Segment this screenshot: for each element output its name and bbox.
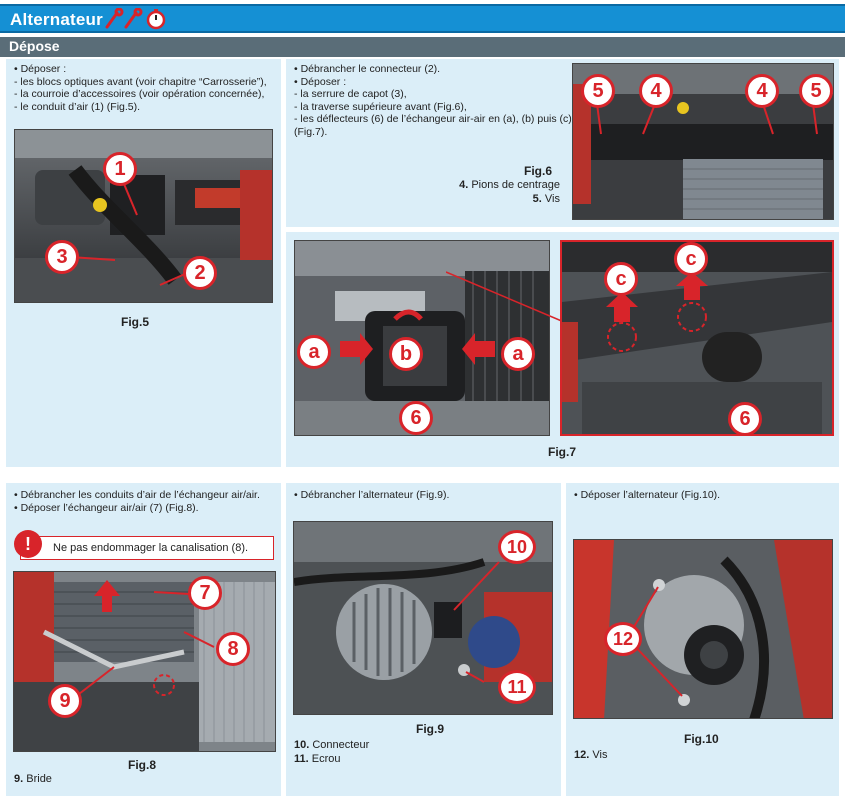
fig9-legend	[294, 738, 369, 766]
fig5-photo	[14, 129, 273, 303]
wrench-icon	[126, 9, 141, 27]
section-title: Dépose	[9, 38, 60, 54]
panel2-text	[294, 63, 572, 138]
panel-fig6	[286, 59, 839, 227]
fig9-label: Fig.9	[416, 722, 445, 736]
text-line: • Déposer :	[294, 75, 347, 88]
callout-c: c	[604, 262, 638, 296]
legend-num: 4.	[459, 179, 469, 191]
panel-fig7	[286, 232, 839, 467]
legend-num: 5.	[532, 193, 542, 205]
callout-5: 5	[581, 74, 615, 108]
callout-12: 12	[604, 622, 642, 656]
callout-6: 6	[399, 401, 433, 435]
panel1-text	[14, 63, 267, 113]
legend-text: Pions de centrage	[471, 179, 560, 191]
warning-box	[20, 536, 274, 560]
text-line: - les déflecteurs (6) de l’échangeur air-air en (a), (b) puis (c)	[294, 113, 572, 125]
legend-item	[452, 178, 560, 192]
callout-a: a	[501, 337, 535, 371]
stopwatch-icon	[148, 9, 164, 28]
text-line: • Déposer :	[14, 63, 67, 75]
panel-fig5	[6, 59, 281, 467]
fig10-photo	[573, 539, 833, 719]
legend-num: 12.	[574, 749, 590, 761]
panel6-text	[574, 489, 720, 502]
text-line: • Débrancher le connecteur (2).	[294, 63, 441, 75]
text-line: - la courroie d’accessoires (voir opération concernée),	[14, 88, 265, 100]
legend-text: Bride	[26, 773, 52, 785]
legend-text: Vis	[544, 193, 560, 205]
wrench-icon	[107, 9, 122, 27]
callout-1: 1	[103, 152, 137, 186]
fig7-label: Fig.7	[548, 445, 577, 459]
fig7-right-photo	[560, 240, 834, 436]
callout-10: 10	[498, 530, 536, 564]
fig6-photo	[572, 63, 834, 220]
warning-icon: !	[14, 530, 42, 558]
page-title: Alternateur	[10, 10, 103, 29]
fig5-label: Fig.5	[121, 315, 150, 329]
callout-4: 4	[745, 74, 779, 108]
warning-text: Ne pas endommager la canalisation (8).	[53, 542, 249, 554]
legend-text: Vis	[592, 749, 608, 761]
text-line: - le conduit d’air (1) (Fig.5).	[14, 100, 141, 113]
callout-6: 6	[728, 402, 762, 436]
legend-num: 11.	[294, 753, 309, 765]
legend-num: 9.	[14, 773, 24, 785]
text-line: - la serrure de capot (3),	[294, 88, 407, 100]
callout-3: 3	[45, 240, 79, 274]
legend-item	[452, 192, 560, 206]
callout-b: b	[389, 337, 423, 371]
legend-text: Ecrou	[311, 753, 341, 765]
callout-2: 2	[183, 256, 217, 290]
text-line: • Débrancher les conduits d’air de l’échangeur air/air.	[14, 489, 260, 501]
zoom-connector	[446, 262, 566, 342]
text-line: (Fig.7).	[294, 125, 328, 138]
panel-fig10	[566, 483, 839, 796]
legend-text: Connecteur	[312, 739, 370, 751]
text-line: • Déposer l’échangeur air/air (7) (Fig.8).	[14, 501, 199, 514]
callout-5: 5	[799, 74, 833, 108]
callout-8: 8	[216, 632, 250, 666]
fig10-label: Fig.10	[684, 732, 719, 746]
fig6-label: Fig.6	[524, 164, 553, 178]
callout-a: a	[297, 335, 331, 369]
callout-c: c	[674, 242, 708, 276]
legend-num: 10.	[294, 739, 310, 751]
section-bar	[0, 37, 845, 57]
text-line: • Déposer l’alternateur (Fig.10).	[574, 489, 721, 501]
fig6-legend	[452, 178, 560, 206]
title-bar	[0, 4, 845, 33]
fig8-photo	[13, 571, 276, 752]
legend-item	[294, 752, 369, 766]
panel4-text	[14, 489, 260, 514]
callout-9: 9	[48, 684, 82, 718]
callout-4: 4	[639, 74, 673, 108]
callout-11: 11	[498, 670, 536, 704]
fig9-photo	[293, 521, 553, 715]
fig10-legend	[574, 748, 607, 762]
fig8-legend	[14, 772, 52, 786]
panel5-text	[294, 489, 449, 502]
fig8-label: Fig.8	[128, 758, 157, 772]
text-line: - les blocs optiques avant (voir chapitre “Carrosserie”),	[14, 75, 267, 88]
title-icons	[104, 8, 170, 30]
engine-bay-illustration	[15, 130, 273, 303]
text-line: - la traverse supérieure avant (Fig.6),	[294, 100, 467, 113]
callout-7: 7	[188, 576, 222, 610]
text-line: • Débrancher l’alternateur (Fig.9).	[294, 489, 450, 501]
legend-item	[294, 738, 369, 752]
panel-fig9	[286, 483, 561, 796]
